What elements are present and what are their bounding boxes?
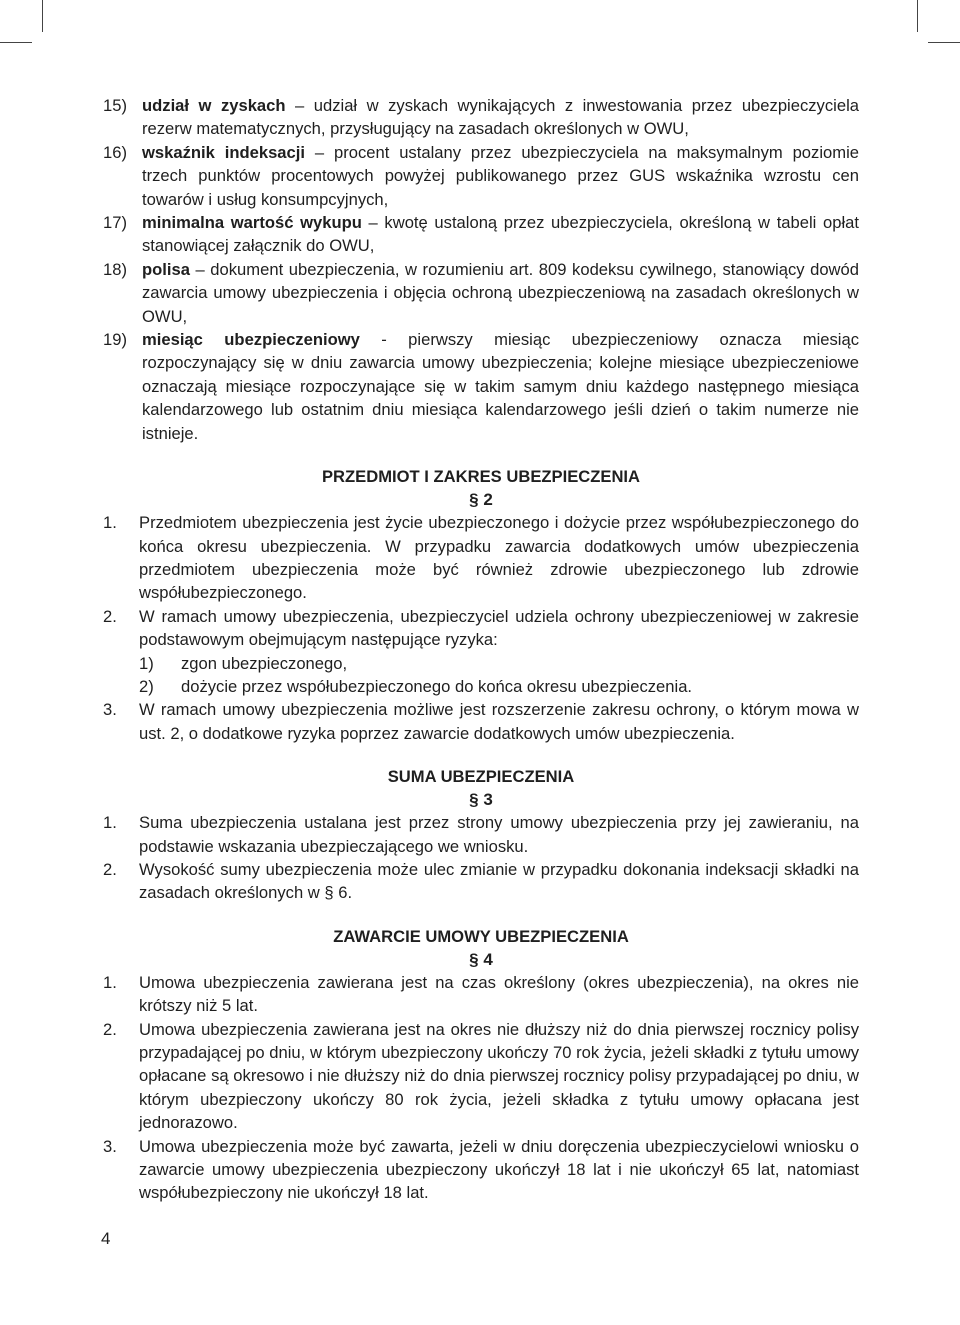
definition-number: 17) xyxy=(103,213,127,233)
definition-item xyxy=(103,141,859,211)
definition-item xyxy=(103,211,859,258)
item-text: Przedmiotem ubezpieczenia jest życie ubezpieczonego i dożycie przez współubezpieczonego do końca okresu ubezpieczenia. W przypadku zawarcia dodatkowych umów ubezpieczenia przedmiotem ubezpieczenia może być również zdrowie ubezpieczonego lub zdrowie współubezpieczonego. xyxy=(139,513,859,603)
sub-item-text: zgon ubezpieczonego, xyxy=(181,653,348,673)
list-item xyxy=(103,858,859,905)
item-text: W ramach umowy ubezpieczenia możliwe jest rozszerzenie zakresu ochrony, o którym mowa w ust. 2, o dodatkowe ryzyka poprzez zawarcie dodatkowych umów ubezpieczenia. xyxy=(139,700,859,743)
definition-term: wskaźnik indeksacji xyxy=(142,142,305,162)
section-paragraph-number: § 2 xyxy=(469,490,493,510)
section-scope xyxy=(103,465,859,745)
sub-item-text: dożycie przez współubezpieczonego do końca okresu ubezpieczenia. xyxy=(181,676,693,696)
definition-item xyxy=(103,258,859,328)
definition-number: 16) xyxy=(103,142,127,162)
item-text: Umowa ubezpieczenia zawierana jest na okres nie dłuższy niż do dnia pierwszej rocznicy polisy przypadającej po dniu, w którym ubezpieczony ukończy 70 rok życia, jeżeli składki z tytułu umowy opłacane są okresowo i nie dłuższy niż do dnia pierwszej rocznicy polisy przypadającej po dniu, w którym ubezpieczony ukończy 80 rok życia, jeżeli składka z tytułu umowy opłacana jest jednorazowo. xyxy=(139,1019,859,1133)
definition-text: - pierwszy miesiąc ubezpieczeniowy oznacza miesiąc rozpoczynający się w dniu zawarcia umowy ubezpieczenia; kolejne miesiące ubezpieczeniowe oznaczają miesiące rozpoczynające się w takim samym dniu każdego następnego miesiąca kalendarzowego lub ostatnim dniu miesiąca kalendarzowego jeśli dzień o takim numerze nie istnieje. xyxy=(142,330,860,443)
definitions-list xyxy=(103,94,859,445)
list-item xyxy=(103,811,859,858)
item-number: 3. xyxy=(103,1136,117,1156)
list-item xyxy=(103,698,859,745)
item-number: 2. xyxy=(103,859,117,879)
item-number: 1. xyxy=(103,513,117,533)
item-number: 1. xyxy=(103,972,117,992)
crop-mark xyxy=(0,42,32,43)
section-title: SUMA UBEZPIECZENIA xyxy=(387,767,575,787)
item-number: 1. xyxy=(103,813,117,833)
list-item xyxy=(103,511,859,605)
sub-item-number: 2) xyxy=(139,676,154,696)
definition-number: 19) xyxy=(103,330,127,350)
definition-item xyxy=(103,328,859,445)
definition-item xyxy=(103,94,859,141)
item-number: 2. xyxy=(103,606,117,626)
list-item xyxy=(103,1018,859,1135)
definition-text: – kwotę ustaloną przez ubezpieczyciela, określoną w tabeli opłat stanowiącej załącznik do OWU, xyxy=(142,213,859,256)
sub-list-item xyxy=(139,652,859,675)
definition-text: – procent ustalany przez ubezpieczyciela na maksymalnym poziomie trzech punktów procentowych powyżej publikowanego przez GUS wskaźnika wzrostu cen towarów i usług konsumpcyjnych, xyxy=(142,142,859,209)
section-contract xyxy=(103,925,859,1205)
list-item xyxy=(103,971,859,1018)
definition-term: miesiąc ubezpieczeniowy xyxy=(142,330,360,350)
item-text: Umowa ubezpieczenia może być zawarta, jeżeli w dniu doręczenia ubezpieczycielowi wniosku o zawarcie umowy ubezpieczenia ubezpieczony ukończył 18 lat i nie ukończył 65 lat, natomiast współubezpieczony nie ukończył 18 lat. xyxy=(139,1136,859,1203)
crop-mark xyxy=(917,0,918,32)
definition-number: 18) xyxy=(103,259,127,279)
definition-term: udział w zyskach xyxy=(142,96,286,115)
item-number: 3. xyxy=(103,700,117,720)
sub-list-item xyxy=(139,675,859,698)
section-paragraph-number: § 4 xyxy=(469,949,493,969)
definition-number: 15) xyxy=(103,96,127,115)
document-page xyxy=(103,94,859,1205)
list-item xyxy=(103,605,859,652)
item-text: W ramach umowy ubezpieczenia, ubezpieczyciel udziela ochrony ubezpieczeniowej w zakresie podstawowym obejmującym następujące ryzyka: xyxy=(139,606,859,650)
section-sum-insured xyxy=(103,765,859,905)
item-text: Umowa ubezpieczenia zawierana jest na czas określony (okres ubezpieczenia), na okres nie krótszy niż 5 lat. xyxy=(139,972,859,1016)
item-number: 2. xyxy=(103,1019,117,1039)
definition-text: – dokument ubezpieczenia, w rozumieniu art. 809 kodeksu cywilnego, stanowiący dowód zawarcia umowy ubezpieczenia i objęcia ochroną ubezpieczeniową na zasadach określonych w OWU, xyxy=(142,259,859,326)
section-title: ZAWARCIE UMOWY UBEZPIECZENIA xyxy=(333,926,629,946)
definition-term: polisa xyxy=(142,259,190,279)
sub-item-number: 1) xyxy=(139,653,154,673)
section-paragraph-number: § 3 xyxy=(469,790,493,810)
crop-mark xyxy=(928,42,960,43)
item-text: Suma ubezpieczenia ustalana jest przez strony umowy ubezpieczenia przy jej zawieraniu, na podstawie wskazania ubezpieczającego we wniosku. xyxy=(139,813,859,856)
page-number: 4 xyxy=(101,1229,111,1248)
item-text: Wysokość sumy ubezpieczenia może ulec zmianie w przypadku dokonania indeksacji składki na zasadach określonych w § 6. xyxy=(139,859,859,903)
list-item xyxy=(103,1135,859,1205)
definition-term: minimalna wartość wykupu xyxy=(142,213,362,233)
section-title: PRZEDMIOT I ZAKRES UBEZPIECZENIA xyxy=(321,467,641,487)
definition-text: – udział w zyskach wynikających z inwestowania przez ubezpieczyciela rezerw matematycznych, przysługujący na zasadach określonych w OWU, xyxy=(142,96,859,139)
crop-mark xyxy=(42,0,43,32)
